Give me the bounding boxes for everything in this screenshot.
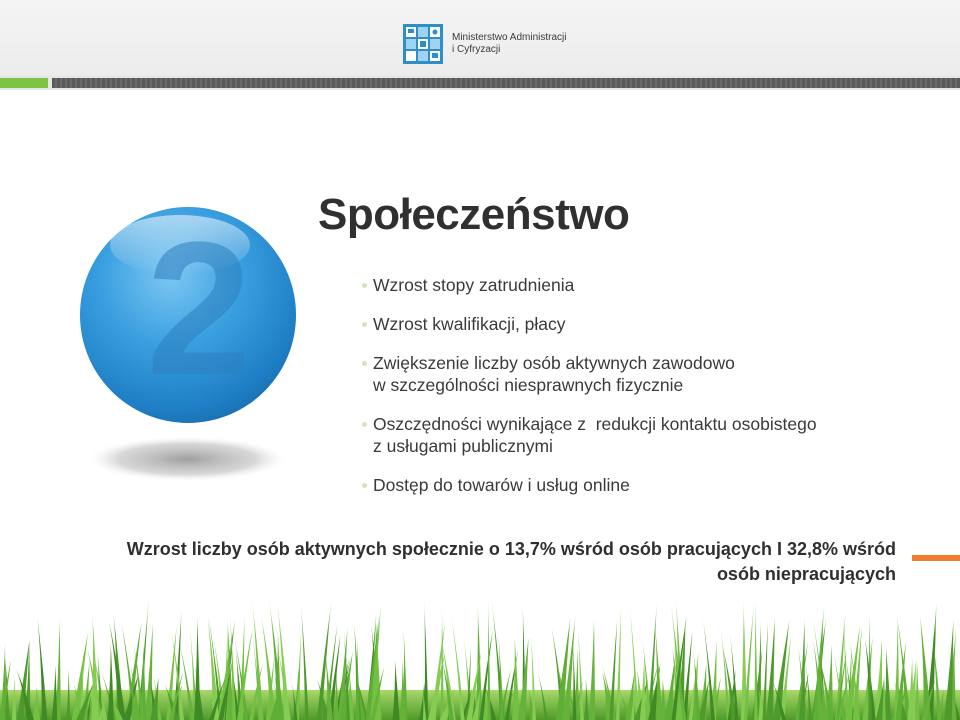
header — [0, 0, 960, 78]
ministry-grid-logo-icon — [403, 24, 443, 64]
bullet-text: Dostęp do towarów i usług online — [373, 475, 630, 495]
header-stripe — [0, 76, 960, 90]
bullet-text: Wzrost kwalifikacji, płacy — [373, 314, 566, 334]
bullet-text: Oszczędności wynikające z redukcji kontaktu osobistego — [373, 414, 817, 434]
bullet-dot-icon — [362, 483, 367, 488]
bullet-text: Wzrost stopy zatrudnienia — [373, 275, 575, 295]
bullet-dot-icon — [362, 361, 367, 366]
bullet-text-continued: z usługami publicznymi — [373, 436, 553, 456]
bullet-item — [362, 474, 942, 496]
bullet-dot-icon — [362, 422, 367, 427]
ministry-name-line1: Ministerstwo Administracji — [452, 32, 567, 43]
bullet-item — [362, 413, 942, 457]
bullet-list — [362, 274, 942, 496]
summary-line2: osób niepracujących — [716, 564, 896, 584]
summary-statement — [64, 537, 896, 587]
bullet-text-continued: w szczególności niesprawnych fizycznie — [373, 375, 684, 395]
numeral-text: 2 — [146, 203, 252, 415]
bullet-item — [362, 313, 942, 335]
summary-line1: Wzrost liczby osób aktywnych społecznie o 13,7% wśród osób pracujących I 32,8% wśród — [126, 539, 896, 559]
header-stripe-green — [0, 78, 48, 88]
bullet-dot-icon — [362, 283, 367, 288]
header-stripe-dark — [52, 78, 960, 88]
bullet-text: Zwiększenie liczby osób aktywnych zawodowo — [373, 353, 735, 373]
bullet-dot-icon — [362, 322, 367, 327]
orange-accent-bar — [912, 555, 960, 561]
ministry-name — [452, 32, 566, 56]
ministry-name-line2: i Cyfryzacji — [452, 44, 501, 55]
grass-decoration — [0, 590, 960, 720]
bullet-item — [362, 274, 942, 296]
numeral-ball — [80, 205, 300, 485]
bullet-item — [362, 352, 942, 396]
slide-title: Społeczeństwo — [318, 190, 630, 239]
